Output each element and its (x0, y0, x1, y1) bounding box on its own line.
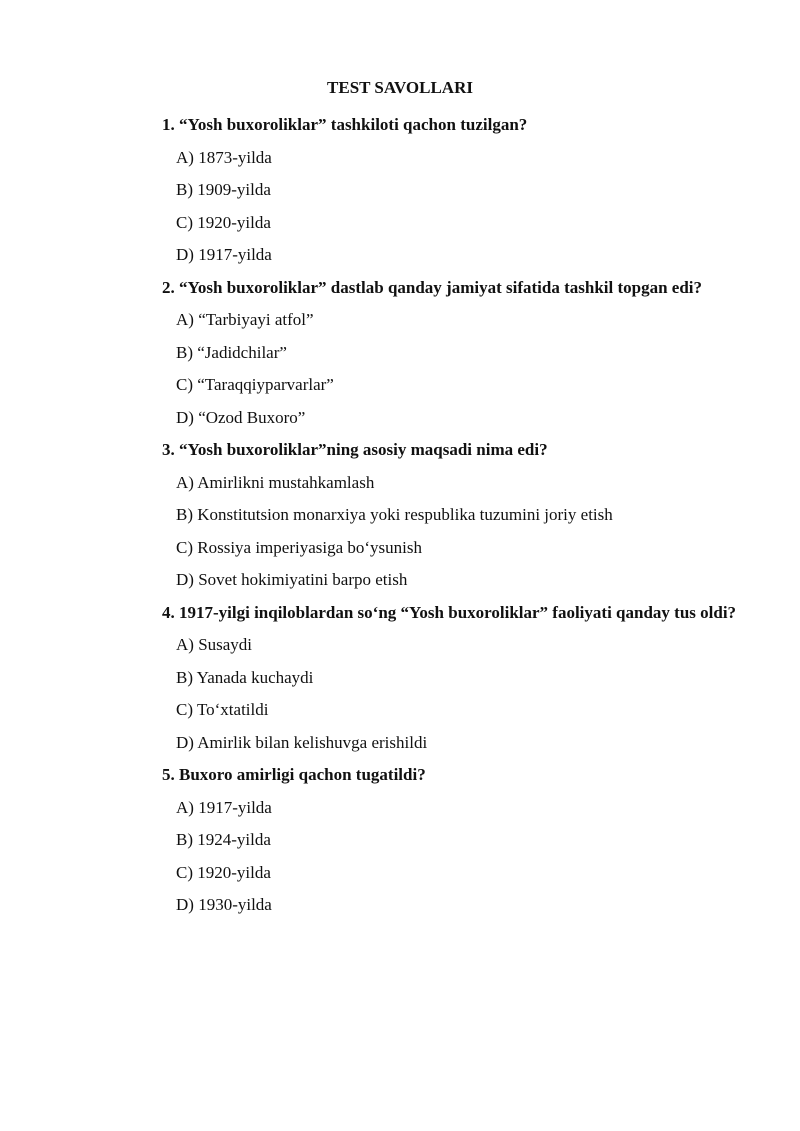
answer-option-c: C) To‘xtatildi (176, 700, 269, 719)
answer-option-c: C) Rossiya imperiyasiga bo‘ysunish (176, 537, 423, 557)
question-list (114, 109, 742, 922)
question-text: 2. “Yosh buxoroliklar” dastlab qanday jamiyat sifatida tashkil topgan edi? (162, 277, 703, 297)
answer-option-d: D) “Ozod Buxoro” (176, 407, 306, 427)
answer-option-a: A) “Tarbiyayi atfol” (176, 310, 314, 329)
answer-option-b: B) Yanada kuchaydi (176, 667, 314, 687)
answer-option-c: C) “Taraqqiyparvarlar” (176, 375, 334, 394)
question-3 (114, 434, 742, 597)
question-4 (114, 597, 742, 760)
answer-option-d: D) 1917-yilda (176, 245, 272, 264)
answer-option-d: D) 1930-yilda (176, 895, 272, 914)
answer-option-a: A) Susaydi (176, 635, 253, 654)
answer-option-d: D) Sovet hokimiyatini barpo etish (176, 570, 408, 589)
answer-option-d: D) Amirlik bilan kelishuvga erishildi (176, 732, 428, 752)
answer-option-a: A) Amirlikni mustahkamlash (176, 472, 375, 492)
answer-option-b: B) “Jadidchilar” (176, 342, 287, 362)
answer-option-b: B) 1924-yilda (176, 830, 271, 849)
question-text: 4. 1917-yilgi inqiloblardan so‘ng “Yosh buxoroliklar” faoliyati qanday tus oldi? (162, 602, 737, 622)
answer-option-c: C) 1920-yilda (176, 212, 271, 232)
answer-option-a: A) 1917-yilda (176, 797, 272, 817)
answer-option-b: B) Konstitutsion monarxiya yoki respublika tuzumini joriy etish (176, 505, 613, 524)
question-5 (114, 759, 742, 922)
answer-option-c: C) 1920-yilda (176, 862, 271, 882)
question-1 (114, 109, 742, 272)
question-text: 3. “Yosh buxoroliklar”ning asosiy maqsadi nima edi? (162, 440, 548, 459)
answer-option-b: B) 1909-yilda (176, 180, 271, 199)
question-text: 5. Buxoro amirligi qachon tugatildi? (162, 765, 426, 784)
question-text: 1. “Yosh buxoroliklar” tashkiloti qachon tuzilgan? (162, 115, 528, 134)
answer-option-a: A) 1873-yilda (176, 147, 272, 167)
question-2 (114, 272, 742, 435)
page-title: TEST SAVOLLARI (327, 78, 473, 97)
